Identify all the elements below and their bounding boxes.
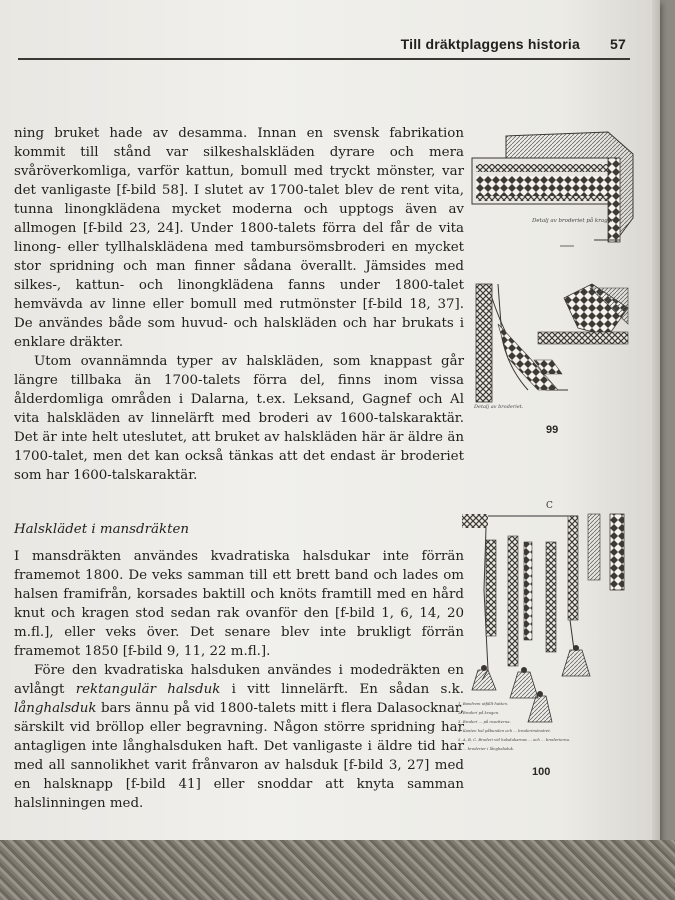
figure-99-illustration [468,128,640,418]
scarf-drawings [472,514,624,722]
legend-line: 6. ... broderier i långhalsduk. [458,746,515,751]
page-edge [652,0,660,850]
header-rule [18,58,630,60]
legend-line: 2. Broderi på kragen. [458,710,500,715]
term-langhalsduk: långhalsduk [14,701,97,716]
legend-line: 4. Kanten hal påbunden och ... broderimönstret. [458,728,552,733]
caption-bottom: Detalj av broderiet. [474,404,524,410]
page-number: 57 [610,36,626,52]
paragraph: ning bruket hade av desamma. Innan en svensk fabrikation kommit till stånd var silkeshalskläden dyrare och mera svåröverkomliga, varför kattun, bomull med tryckt mönster, var det vanligaste [f-bild 58]. I slutet av 1700-talet blev de rent vita, tunna linongklädena mycket moderna och upptogs även av allmogen [f-bild 23, 24]. Under 1800-talets förra del får de vita linong- eller tyllhalsklädena med tambursömsbroderi en mycket stor spridning och man finner sådana överallt. Jämsides med silkes-, kattun- och linongklädena fanns under 1800-talet hemvävda av linne eller bomull med rutmönster [f-bild 18, 37]. De användes både som huvud- och halskläden och har brukats i enklare dräkter. [14,126,464,350]
figure-100-legend [458,701,570,751]
paragraph: Utom ovannämnda typer av halskläden, som knappast går längre tillbaka än 1700-talets förra del, finns inom vissa ålderdomliga områden i Dalarna, t.ex. Leksand, Gagnef och Al vita halskläden av linnelärft med broderi av 1600-talskaraktär. Det är inte helt uteslutet, att bruket av halskläden här är äldre än 1700-talet, men det kan också tänkas att det endast är broderiet som har 1600-talskaraktär. [14,354,464,483]
detail-embroidery-drawing [473,284,628,410]
legend-line: 5. A, B, C. Broderi vid halsdukarnas ... och ... broderierna. [458,737,571,742]
caption-top: Detalj av broderiet på kragen. [532,218,617,224]
legend-line: 3. Broderi ... på rosetterna. [458,719,511,724]
term-rektangular-halsduk: rektangulär halsduk [75,682,221,697]
chapter-title: Till dräktplaggens historia [400,36,581,52]
figure-100 [458,500,636,778]
figure-number-99: 99 [546,424,559,436]
paragraph: Före den kvadratiska halsduken användes i modedräkten en avlångt rektangulär halsduk i vitt linnelärft. En sådan s.k. långhalsduk bars ännu på vid 1800-talets mitt i flera Dalasocknar, särskilt vid bröllop eller begravning. Någon större spridning har antagligen inte långhalsduken haft. Det vanligaste i äldre tid har med all sannolikhet varit frånvaron av halsduk [f-bild 3, 27] med en halsknapp [f-bild 41] eller snoddar att knyta samman halslinningen med. [14,663,464,811]
text-block-1 [14,124,464,485]
section-subheading: Halsklädet i mansdräkten [14,522,190,537]
desk-surface [0,840,675,900]
legend-line: 1. Bandrem utfällt hatten. [458,701,509,706]
running-head [401,36,626,52]
collar-embroidery-drawing [472,132,633,246]
figure-number-100: 100 [532,766,551,778]
figure-100-illustration [458,500,636,756]
text-block-2 [14,520,464,813]
figure-label-c: C [546,501,553,511]
paragraph: I mansdräkten användes kvadratiska halsdukar inte förrän framemot 1800. De veks samman till ett brett band och lades om halsen framifrån, korsades baktill och knöts framtill med en hård knut och kragen stod sedan rak ovanför den [f-bild 1, 6, 14, 20 m.fl.], eller veks över. Det senare blev inte brukligt förrän framemot 1850 [f-bild 9, 11, 22 m.fl.]. [14,549,464,659]
figure-99 [468,128,640,436]
